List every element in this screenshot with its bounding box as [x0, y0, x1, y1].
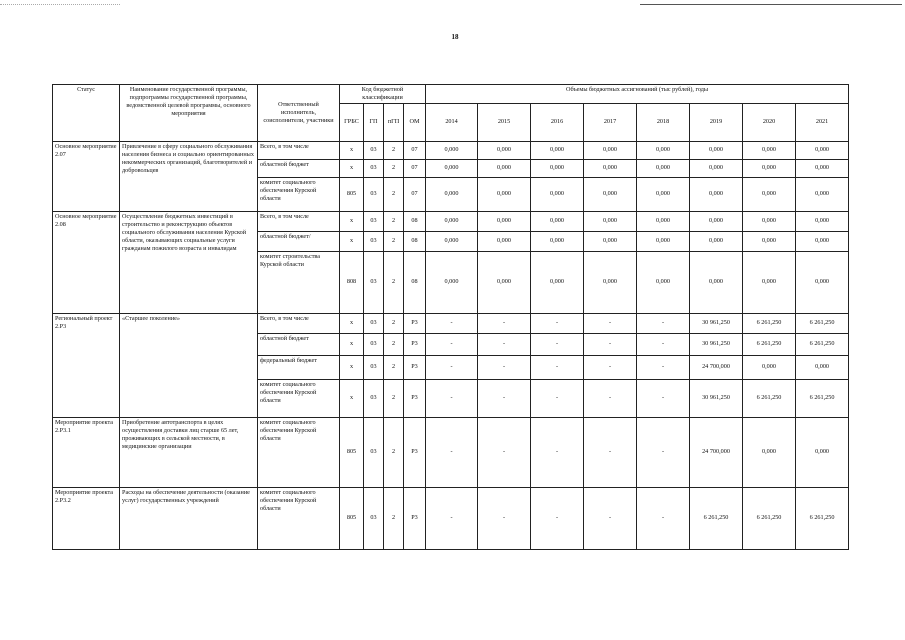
value-cell: - [478, 313, 531, 333]
header-year: 2014 [426, 103, 478, 141]
code-cell: 2 [384, 141, 404, 159]
value-cell: 0,000 [426, 251, 478, 313]
status-cell: Основное мероприятие 2.07 [53, 141, 120, 211]
value-cell: 0,000 [690, 251, 743, 313]
value-cell: - [584, 417, 637, 487]
code-cell: 03 [364, 333, 384, 355]
value-cell: 0,000 [743, 141, 796, 159]
value-cell: - [637, 417, 690, 487]
value-cell: 0,000 [426, 141, 478, 159]
value-cell: 0,000 [426, 177, 478, 211]
code-cell: 03 [364, 379, 384, 417]
responsible-cell: комитет социального обеспечения Курской области [258, 379, 340, 417]
code-cell: Р3 [404, 313, 426, 333]
value-cell: 0,000 [796, 355, 849, 379]
responsible-cell: комитет социального обеспечения Курской области [258, 417, 340, 487]
table-row [53, 417, 849, 487]
value-cell: 0,000 [478, 251, 531, 313]
code-cell: 2 [384, 177, 404, 211]
program-name-cell: Приобретение автотранспорта в целях осуществления доставки лиц старше 65 лет, проживающих в сельской местности, в медицинские организации [120, 417, 258, 487]
value-cell: - [637, 355, 690, 379]
value-cell: - [531, 313, 584, 333]
value-cell: 0,000 [584, 177, 637, 211]
header-name: Наименование государственной программы, подпрограммы государственной программы, ведомственной целевой программы, основного мероприятия [120, 85, 258, 142]
value-cell: 0,000 [531, 159, 584, 177]
value-cell: 6 261,250 [743, 333, 796, 355]
header-year: 2019 [690, 103, 743, 141]
header-volumes: Объемы бюджетных ассигнований (тыс рублей), годы [426, 85, 849, 104]
code-cell: 03 [364, 231, 384, 251]
header-year: 2018 [637, 103, 690, 141]
responsible-cell: Всего, в том числе [258, 313, 340, 333]
code-cell: 2 [384, 159, 404, 177]
code-cell: х [340, 355, 364, 379]
value-cell: 0,000 [690, 177, 743, 211]
responsible-cell: комитет строительства Курской области [258, 251, 340, 313]
responsible-cell: комитет социального обеспечения Курской области [258, 177, 340, 211]
responsible-cell: федеральный бюджет [258, 355, 340, 379]
value-cell: 0,000 [637, 141, 690, 159]
value-cell: 6 261,250 [796, 487, 849, 549]
code-cell: х [340, 211, 364, 231]
value-cell: 30 961,250 [690, 333, 743, 355]
status-cell: Мероприятие проекта 2.Р3.2 [53, 487, 120, 549]
code-cell: 2 [384, 211, 404, 231]
value-cell: - [426, 379, 478, 417]
code-cell: 805 [340, 417, 364, 487]
responsible-cell: областной бюджет [258, 159, 340, 177]
code-cell: 2 [384, 355, 404, 379]
value-cell: 0,000 [743, 251, 796, 313]
value-cell: - [531, 487, 584, 549]
value-cell: 0,000 [796, 211, 849, 231]
code-cell: 07 [404, 177, 426, 211]
value-cell: - [584, 487, 637, 549]
code-cell: Р3 [404, 333, 426, 355]
value-cell: 0,000 [796, 159, 849, 177]
value-cell: 0,000 [743, 211, 796, 231]
code-cell: 2 [384, 231, 404, 251]
code-cell: Р3 [404, 417, 426, 487]
header-year: 2021 [796, 103, 849, 141]
value-cell: 0,000 [478, 177, 531, 211]
code-cell: 03 [364, 141, 384, 159]
code-cell: 2 [384, 487, 404, 549]
value-cell: - [426, 487, 478, 549]
code-cell: 07 [404, 141, 426, 159]
value-cell: 0,000 [743, 177, 796, 211]
header-code: ГРБС [340, 103, 364, 141]
value-cell: - [531, 355, 584, 379]
value-cell: 0,000 [690, 141, 743, 159]
value-cell: 0,000 [796, 231, 849, 251]
code-cell: 03 [364, 313, 384, 333]
table-row [53, 487, 849, 549]
value-cell: 0,000 [478, 211, 531, 231]
value-cell: - [426, 313, 478, 333]
value-cell: - [637, 333, 690, 355]
code-cell: х [340, 313, 364, 333]
value-cell: 6 261,250 [690, 487, 743, 549]
value-cell: - [426, 355, 478, 379]
code-cell: 805 [340, 487, 364, 549]
status-cell: Региональный проект 2.Р3 [53, 313, 120, 417]
value-cell: 0,000 [690, 159, 743, 177]
code-cell: 2 [384, 251, 404, 313]
value-cell: 0,000 [426, 211, 478, 231]
responsible-cell: комитет социального обеспечения Курской области [258, 487, 340, 549]
header-responsible: Ответственный исполнитель, соисполнители, участники [258, 85, 340, 142]
value-cell: 0,000 [690, 231, 743, 251]
code-cell: х [340, 333, 364, 355]
header-code: ОМ [404, 103, 426, 141]
table-row [53, 313, 849, 333]
value-cell: - [426, 333, 478, 355]
code-cell: 08 [404, 231, 426, 251]
code-cell: 03 [364, 417, 384, 487]
budget-table [52, 84, 849, 550]
header-status: Статус [53, 85, 120, 142]
value-cell: 0,000 [743, 159, 796, 177]
value-cell: 0,000 [743, 231, 796, 251]
value-cell: 6 261,250 [796, 379, 849, 417]
code-cell: 03 [364, 251, 384, 313]
top-rule [640, 4, 902, 5]
value-cell: 0,000 [584, 251, 637, 313]
value-cell: 0,000 [796, 251, 849, 313]
code-cell: 03 [364, 487, 384, 549]
value-cell: - [478, 379, 531, 417]
value-cell: 0,000 [796, 141, 849, 159]
value-cell: 0,000 [478, 159, 531, 177]
page-number: 18 [451, 33, 459, 41]
value-cell: 6 261,250 [743, 313, 796, 333]
value-cell: 24 700,000 [690, 417, 743, 487]
value-cell: - [531, 379, 584, 417]
code-cell: 2 [384, 379, 404, 417]
code-cell: Р3 [404, 379, 426, 417]
value-cell: 0,000 [743, 417, 796, 487]
header-budget-code: Код бюджетной классификации [340, 85, 426, 104]
header-year: 2017 [584, 103, 637, 141]
value-cell: 0,000 [637, 211, 690, 231]
code-cell: 2 [384, 333, 404, 355]
value-cell: - [531, 333, 584, 355]
code-cell: 03 [364, 355, 384, 379]
value-cell: 0,000 [531, 251, 584, 313]
code-cell: 808 [340, 251, 364, 313]
code-cell: Р3 [404, 355, 426, 379]
code-cell: 2 [384, 313, 404, 333]
value-cell: - [584, 379, 637, 417]
responsible-cell: областной бюджет/ [258, 231, 340, 251]
header-code: ГП [364, 103, 384, 141]
code-cell: х [340, 379, 364, 417]
value-cell: 0,000 [531, 211, 584, 231]
code-cell: 03 [364, 159, 384, 177]
header-year: 2015 [478, 103, 531, 141]
code-cell: 03 [364, 211, 384, 231]
value-cell: - [584, 333, 637, 355]
value-cell: 6 261,250 [796, 333, 849, 355]
value-cell: 30 961,250 [690, 313, 743, 333]
value-cell: - [478, 333, 531, 355]
value-cell: 0,000 [426, 231, 478, 251]
value-cell: 6 261,250 [743, 487, 796, 549]
code-cell: х [340, 141, 364, 159]
code-cell: х [340, 159, 364, 177]
value-cell: 0,000 [426, 159, 478, 177]
status-cell: Мероприятие проекта 2.Р3.1 [53, 417, 120, 487]
program-name-cell: Осуществление бюджетных инвестиций в строительство и реконструкцию объектов социального обслуживания населения Курской области, оказывающих социальные услуги гражданам пожилого возраста и инвалидам [120, 211, 258, 313]
value-cell: 0,000 [584, 159, 637, 177]
program-name-cell: «Старшее поколение» [120, 313, 258, 417]
table-row [53, 211, 849, 231]
code-cell: 03 [364, 177, 384, 211]
status-cell: Основное мероприятие 2.08 [53, 211, 120, 313]
header-code: пГП [384, 103, 404, 141]
code-cell: 07 [404, 159, 426, 177]
value-cell: 0,000 [796, 177, 849, 211]
value-cell: 0,000 [743, 355, 796, 379]
value-cell: 24 700,000 [690, 355, 743, 379]
value-cell: - [478, 487, 531, 549]
value-cell: 0,000 [531, 231, 584, 251]
value-cell: 0,000 [584, 231, 637, 251]
value-cell: - [584, 313, 637, 333]
value-cell: - [426, 417, 478, 487]
value-cell: - [637, 379, 690, 417]
value-cell: - [584, 355, 637, 379]
table-row [53, 141, 849, 159]
responsible-cell: Всего, в том числе [258, 211, 340, 231]
value-cell: 6 261,250 [796, 313, 849, 333]
value-cell: - [478, 355, 531, 379]
value-cell: 0,000 [796, 417, 849, 487]
value-cell: - [478, 417, 531, 487]
value-cell: 6 261,250 [743, 379, 796, 417]
value-cell: 0,000 [531, 141, 584, 159]
responsible-cell: Всего, в том числе [258, 141, 340, 159]
value-cell: 0,000 [584, 211, 637, 231]
value-cell: 0,000 [637, 159, 690, 177]
header-year: 2020 [743, 103, 796, 141]
program-name-cell: Привлечение в сферу социального обслуживания населения бизнеса и социально ориентированных некоммерческих организаций, благотворителей и добровольцев [120, 141, 258, 211]
value-cell: - [531, 417, 584, 487]
value-cell: 0,000 [637, 251, 690, 313]
value-cell: 0,000 [531, 177, 584, 211]
program-name-cell: Расходы на обеспечение деятельности (оказание услуг) государственных учреждений [120, 487, 258, 549]
value-cell: 0,000 [584, 141, 637, 159]
top-dotted-rule [0, 4, 120, 5]
code-cell: Р3 [404, 487, 426, 549]
code-cell: 2 [384, 417, 404, 487]
value-cell: 0,000 [478, 141, 531, 159]
value-cell: 0,000 [637, 231, 690, 251]
value-cell: - [637, 487, 690, 549]
value-cell: - [637, 313, 690, 333]
value-cell: 0,000 [637, 177, 690, 211]
code-cell: 805 [340, 177, 364, 211]
code-cell: 08 [404, 251, 426, 313]
responsible-cell: областной бюджет [258, 333, 340, 355]
code-cell: х [340, 231, 364, 251]
header-year: 2016 [531, 103, 584, 141]
value-cell: 0,000 [690, 211, 743, 231]
value-cell: 0,000 [478, 231, 531, 251]
code-cell: 08 [404, 211, 426, 231]
value-cell: 30 961,250 [690, 379, 743, 417]
